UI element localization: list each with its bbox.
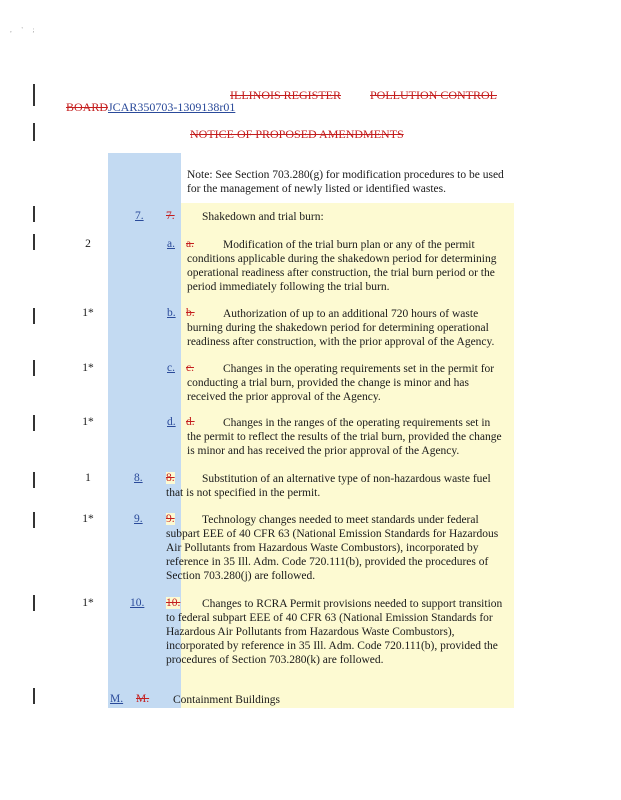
item-8-text: Substitution of an alternative type of non-hazardous waste fuel that is not specified in the permit. (166, 473, 491, 499)
note-text: Note: See Section 703.280(g) for modification procedures to be used for the management of newly listed or identified wastes. (187, 169, 504, 195)
item-c-letter-new: c. (167, 362, 175, 374)
item-9-count: 1* (82, 513, 94, 525)
change-bar (33, 595, 35, 611)
item-c-count: 1* (82, 362, 94, 374)
item-10-text: Changes to RCRA Permit provisions needed to support transition to federal subpart EEE of 40 CFR 63 (National Emission Standards for Hazardous Air Pollutants from Hazardous Waste Combustors), incorporated by reference in 35 Ill. Adm. Code 720.111(b), provided the procedures of Section 703.280(k) are followed. (166, 598, 503, 666)
item-a-letter-new: a. (167, 238, 175, 250)
item-b-count: 1* (82, 307, 94, 319)
item-10-count: 1* (82, 597, 94, 609)
item-a-count: 2 (85, 238, 91, 250)
item-9-number-new: 9. (134, 513, 143, 525)
item-d-letter-old: d. (186, 416, 195, 428)
item-a-letter-old: a. (186, 238, 194, 250)
item-9-number-old: 9. (166, 513, 175, 525)
item-m-letter-old: M. (136, 693, 150, 705)
change-bar (33, 206, 35, 222)
item-d-count: 1* (82, 416, 94, 428)
change-bar (33, 512, 35, 528)
item-a-text: Modification of the trial burn plan or any of the permit conditions applicable during the shakedown period for determining operational readiness after construction, the trial burn period or the period immediately following the trial burn. (187, 239, 497, 293)
register-title-deleted: ILLINOIS REGISTER (230, 88, 341, 102)
item-b-text: Authorization of up to an additional 720 hours of waste burning during the shakedown period for determining operational readiness after construction, with the prior approval of the Agency. (187, 308, 495, 348)
change-bar (33, 415, 35, 431)
item-7-text: Shakedown and trial burn: (202, 211, 324, 223)
item-7-number-old: 7. (166, 210, 175, 222)
notice-title-deleted: NOTICE OF PROPOSED AMENDMENTS (190, 127, 404, 141)
item-8-number-new: 8. (134, 472, 143, 484)
corner-marks: , ' ; (10, 26, 39, 34)
item-d-text: Changes in the ranges of the operating requirements set in the permit to reflect the results of the trial burn, provided the change is minor and has received the prior approval of the Agency. (187, 417, 502, 457)
highlight-items-8-10 (181, 464, 514, 708)
item-9-text: Technology changes needed to meet standards under federal subpart EEE of 40 CFR 63 (National Emission Standards for Hazardous Air Pollutants from Hazardous Waste Combustors), incorporated by reference in 35 Ill. Adm. Code 720.111(b), provided the procedures of Section 703.280(j) are followed. (166, 514, 499, 582)
change-bar (33, 360, 35, 376)
item-d-letter-new: d. (167, 416, 176, 428)
jcar-code-inserted: JCAR350703-1309138r01 (108, 100, 236, 114)
board-title-deleted: POLLUTION CONTROL (370, 88, 497, 102)
item-b-letter-old: b. (186, 307, 195, 319)
item-8-count: 1 (85, 472, 91, 484)
change-bar (33, 688, 35, 704)
change-bar (33, 84, 35, 106)
item-m-text: Containment Buildings (173, 694, 281, 706)
item-m-letter-new: M. (110, 693, 124, 705)
item-10-number-old: 10. (166, 597, 181, 609)
board-word-deleted: BOARD (66, 100, 109, 114)
item-b-letter-new: b. (167, 307, 176, 319)
item-10-number-new: 10. (130, 597, 145, 609)
change-bar (33, 123, 35, 141)
item-c-letter-old: c. (186, 362, 194, 374)
change-bar (33, 308, 35, 324)
item-c-text: Changes in the operating requirements set in the permit for conducting a trial burn, provided the change is minor and has received the prior approval of the Agency. (187, 363, 495, 403)
change-bar (33, 234, 35, 250)
item-7-number-new: 7. (135, 210, 144, 222)
item-8-number-old: 8. (166, 472, 175, 484)
change-bar (33, 472, 35, 488)
